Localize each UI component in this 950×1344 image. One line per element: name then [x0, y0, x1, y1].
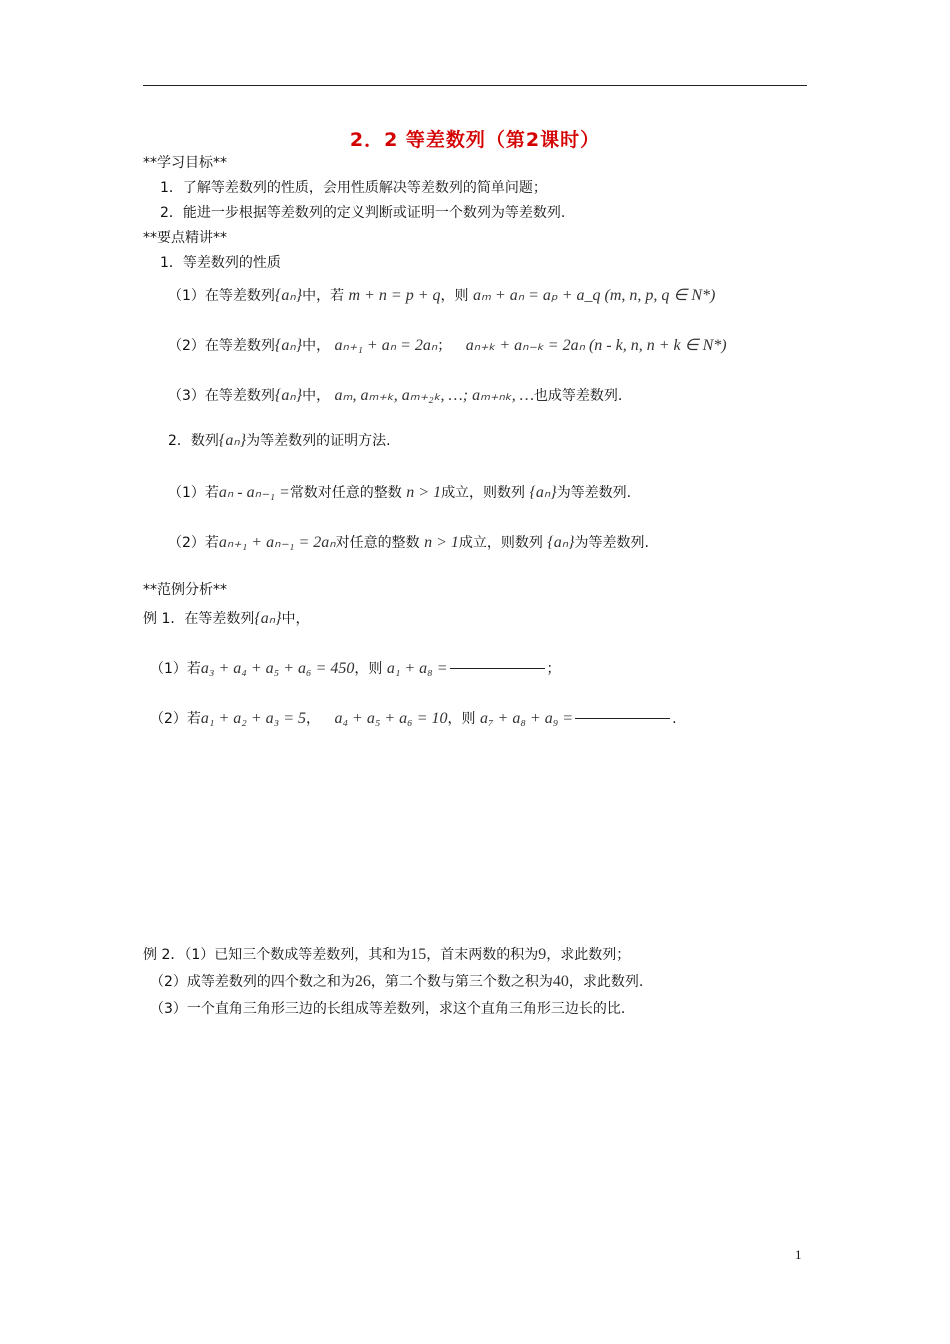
example-2-part-1: 例 2．（1）已知三个数成等差数列，其和为15，首末两数的积为9，求此数列； — [143, 946, 631, 963]
example-1-part-1: （1）若a₃ + a₄ + a₅ + a₆ = 450，则 a₁ + a₈ = ； — [150, 660, 561, 677]
answer-blank-1[interactable] — [450, 668, 545, 669]
header-rule — [143, 85, 807, 86]
section-examples: **范例分析** — [143, 582, 227, 598]
key-heading-1: 1．等差数列的性质 — [160, 255, 281, 271]
property-3: （3）在等差数列{aₙ}中， aₘ, aₘ₊ₖ, aₘ₊₂ₖ, …; aₘ₊ₙₖ, …也成等差数列. — [168, 387, 623, 404]
property-2: （2）在等差数列{aₙ}中， aₙ₊₁ + aₙ = 2aₙ； aₙ₊ₖ + aₙ₋ₖ = 2aₙ (n - k, n, n + k ∈ N*) — [168, 337, 727, 354]
example-2-part-2: （2）成等差数列的四个数之和为26，第二个数与第三个数之积为40，求此数列. — [150, 973, 644, 990]
example-1-intro: 例 1．在等差数列{aₙ}中， — [143, 610, 310, 627]
proof-method-1: （1）若aₙ - aₙ₋₁ =常数对任意的整数 n > 1成立，则数列 {aₙ}为等差数列. — [168, 484, 632, 501]
proof-method-2: （2）若aₙ₊₁ + aₙ₋₁ = 2aₙ对任意的整数 n > 1成立，则数列 {aₙ}为等差数列. — [168, 534, 649, 551]
example-1-part-2: （2）若a₁ + a₂ + a₃ = 5， a₄ + a₅ + a₆ = 10，则 a₇ + a₈ + a₉ = . — [150, 710, 677, 727]
goal-2: 2．能进一步根据等差数列的定义判断或证明一个数列为等差数列. — [160, 205, 566, 221]
section-goals: **学习目标** — [143, 155, 227, 171]
page-title: 2．2 等差数列（第2课时） — [349, 129, 601, 151]
key-heading-2: 2．数列{aₙ}为等差数列的证明方法. — [168, 432, 391, 449]
property-1: （1）在等差数列{aₙ}中，若 m + n = p + q，则 aₘ + aₙ = aₚ + a_q (m, n, p, q ∈ N*) — [168, 287, 716, 304]
example-2-part-3: （3）一个直角三角形三边的长组成等差数列，求这个直角三角形三边长的比. — [150, 1001, 626, 1017]
page-number: 1 — [795, 1247, 802, 1262]
section-key: **要点精讲** — [143, 230, 227, 246]
answer-blank-2[interactable] — [575, 718, 670, 719]
goal-1: 1．了解等差数列的性质，会用性质解决等差数列的简单问题； — [160, 180, 547, 196]
